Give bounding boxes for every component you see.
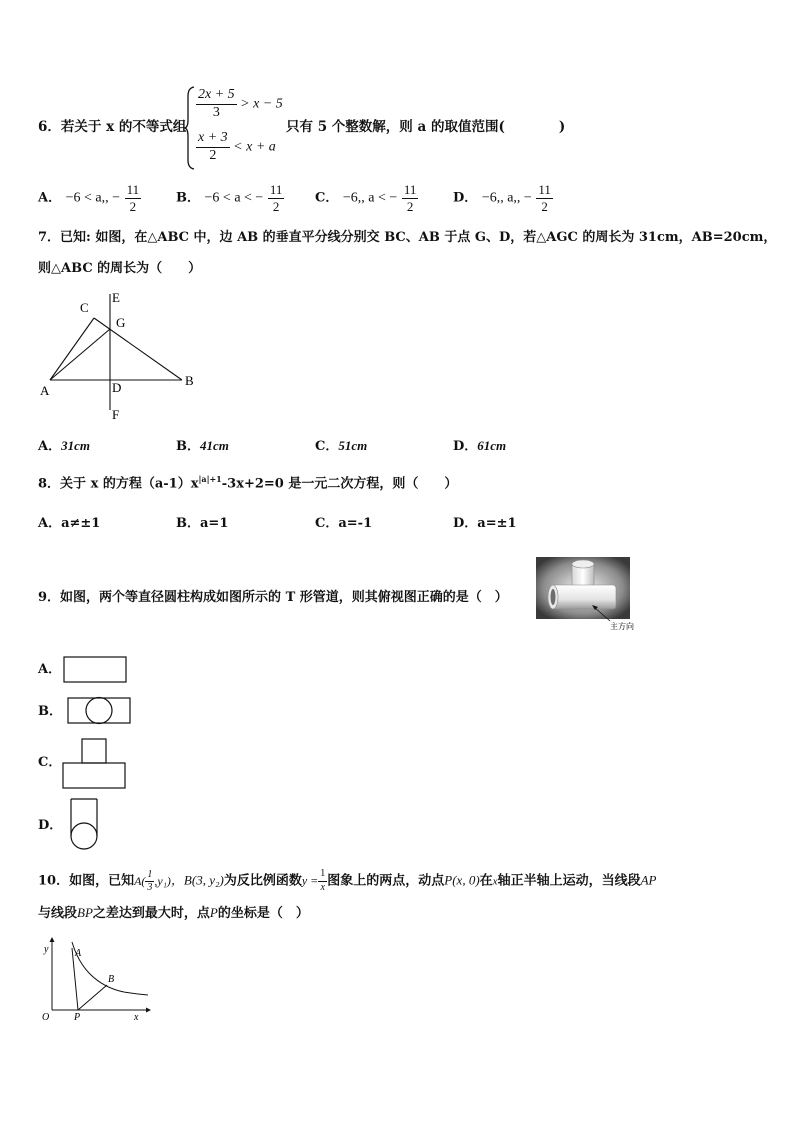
q6-brace <box>184 86 196 170</box>
label-x: x <box>134 1012 139 1023</box>
q8-exponent: |a|+1 <box>198 474 222 484</box>
q10-text-line1: 10．如图，已知A( $\frac{1}{3}$ ,y₁)，B(3, y₂)为反比例函数y = $\frac{1}{x}$ 图象上的两点，动点P(x, 0)在x轴正半轴上运动，当线段AP <box>38 868 657 894</box>
q6-lead: 6．若关于 x 的不等式组 <box>38 119 187 135</box>
q6-option-b[interactable]: B． −6 < a < − $\frac{11}{2}$ <box>176 182 283 214</box>
label-f: F <box>112 407 120 422</box>
q8-option-c[interactable]: C．a=-1 <box>315 516 373 531</box>
q9-option-b-figure[interactable] <box>67 696 133 726</box>
q6-ineq2-denominator: 2 <box>209 147 217 163</box>
q10-graph-figure <box>38 934 154 1024</box>
q7-option-b[interactable]: B．41cm <box>176 438 229 454</box>
q9-option-a-label[interactable]: A． <box>38 662 62 677</box>
q8-option-b[interactable]: B．a=1 <box>176 516 229 531</box>
q7-triangle-figure <box>36 288 206 423</box>
hyperbola-curve <box>72 942 148 995</box>
segment-bp <box>78 985 107 1010</box>
q9-option-c-label[interactable]: C． <box>38 755 62 770</box>
q6-tail: 只有 5 个整数解，则 a 的取值范围( ) <box>286 119 566 135</box>
q6-ineq1-denominator: 3 <box>212 104 220 120</box>
q6-ineq1-numerator: 2x + 5 <box>196 88 237 105</box>
q6-option-a[interactable]: A． −6 < a,, − $\frac{11}{2}$ <box>38 182 140 214</box>
label-c: C <box>80 300 89 315</box>
label-a: A <box>40 383 50 398</box>
label-o: O <box>42 1012 50 1023</box>
q7-option-a[interactable]: A．31cm <box>38 438 90 454</box>
q9-option-d-label[interactable]: D． <box>38 818 63 833</box>
label-b: B <box>108 974 115 985</box>
q6-ineq2-numerator: x + 3 <box>196 131 230 148</box>
q10-text-line2: 与线段BP之差达到最大时，点P的坐标是（ ） <box>38 905 309 921</box>
q9-text: 9．如图，两个等直径圆柱构成如图所示的 T 形管道，则其俯视图正确的是（ ） <box>38 590 508 605</box>
label-d: D <box>112 380 122 395</box>
label-p: P <box>74 1012 81 1023</box>
q7-option-d[interactable]: D．61cm <box>453 438 507 454</box>
label-b: B <box>185 373 194 388</box>
label-y: y <box>44 944 49 955</box>
segment-ag <box>50 329 110 380</box>
q6-inequality-1 <box>196 88 283 120</box>
q7-option-c[interactable]: C．51cm <box>315 438 368 454</box>
q6-option-c[interactable]: C． −6,, a < − $\frac{11}{2}$ <box>315 182 417 214</box>
q9-option-a-figure[interactable] <box>63 656 129 684</box>
q6-ineq1-rhs: > x − 5 <box>240 96 283 112</box>
q8-option-d[interactable]: D．a=±1 <box>453 516 517 531</box>
q6-inequality-2 <box>196 131 276 163</box>
q9-option-c-figure[interactable] <box>62 738 128 790</box>
q7-text-line1: 7．已知: 如图，在△ABC 中，边 AB 的垂直平分线分别交 BC、AB 于点 G、D，若△AGC 的周长为 31cm，AB=20cm， <box>38 230 777 245</box>
label-e: E <box>112 290 120 305</box>
q9-option-d-figure[interactable] <box>68 798 102 852</box>
segment-ac <box>50 318 94 380</box>
label-a: A <box>75 948 82 959</box>
label-g: G <box>116 315 126 330</box>
q6-ineq2-rhs: < x + a <box>233 139 276 155</box>
q9-photo-caption: 主方向 <box>610 622 634 631</box>
segment-cb <box>94 318 182 380</box>
q8-option-a[interactable]: A．a≠±1 <box>38 516 101 531</box>
q9-t-pipe-photo <box>536 557 656 633</box>
q9-option-b-label[interactable]: B． <box>38 704 62 719</box>
q6-option-d[interactable]: D． −6,, a,, − $\frac{11}{2}$ <box>453 182 551 214</box>
q8-text: 8．关于 x 的方程$(a-1)x^{|a|+1}-3x+2=0$ 是一元二次方程，则（ ） <box>38 474 458 492</box>
q7-text-line2: 则△ABC 的周长为（ ） <box>38 261 202 276</box>
